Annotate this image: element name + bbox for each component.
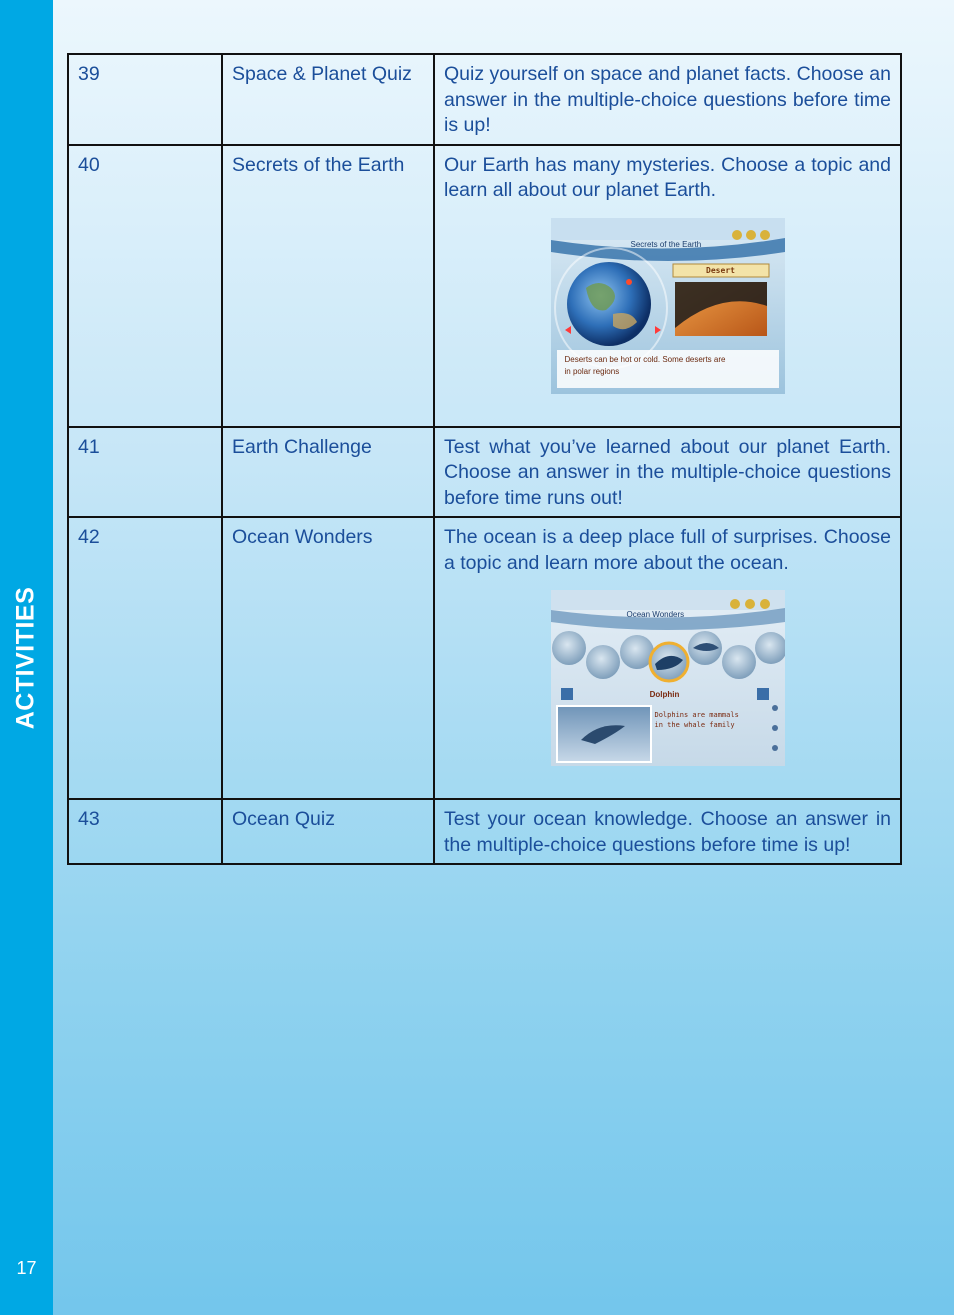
next-button-icon: [757, 688, 769, 700]
topic-bubble: [552, 631, 586, 665]
caption-line: Dolphins are mammals: [654, 711, 739, 719]
prev-button-icon: [561, 688, 573, 700]
home-icon: [732, 230, 742, 240]
caption-line: in the whale family: [654, 721, 735, 729]
screenshot-topic: Dolphin: [649, 690, 680, 699]
activity-description: [434, 517, 901, 799]
table-row: [68, 427, 901, 518]
activity-description: [434, 145, 901, 427]
table-row: [68, 54, 901, 145]
activity-number: 41: [68, 427, 222, 518]
activity-number: 42: [68, 517, 222, 799]
table-row: [68, 517, 901, 799]
description-text: Test your ocean knowledge. Choose an answer in the multiple-choice questions before time is up!: [444, 808, 891, 856]
screenshot-title: Secrets of the Earth: [630, 239, 702, 249]
description-text: Our Earth has many mysteries. Choose a topic and learn all about our planet Earth.: [444, 153, 891, 201]
activity-description: [434, 427, 901, 518]
secrets-of-the-earth-screenshot: [551, 218, 785, 394]
close-icon: [760, 230, 770, 240]
description-text: Quiz yourself on space and planet facts. Choose an answer in the multiple-choice questions before time is up!: [444, 63, 891, 136]
close-icon: [760, 599, 770, 609]
screenshot-caption: [565, 354, 726, 378]
activity-name: Earth Challenge: [222, 427, 434, 518]
activity-description: [434, 799, 901, 864]
home-icon: [730, 599, 740, 609]
screenshot-topic: Desert: [706, 265, 735, 275]
table-row: [68, 799, 901, 864]
activity-name: Space & Planet Quiz: [222, 54, 434, 145]
topic-bubble: [722, 645, 756, 679]
screenshot-caption: [655, 710, 739, 730]
activity-number: 43: [68, 799, 222, 864]
ocean-wonders-screenshot: [551, 590, 785, 766]
caption-line: in polar regions: [564, 366, 620, 376]
activity-name: Ocean Wonders: [222, 517, 434, 799]
sidebar: [0, 0, 53, 1315]
activity-name: Ocean Quiz: [222, 799, 434, 864]
description-text: Test what you’ve learned about our planet Earth. Choose an answer in the multiple-choice questions before time runs out!: [444, 435, 891, 509]
table-row: [68, 145, 901, 427]
description-text: The ocean is a deep place full of surprises. Choose a topic and learn more about the ocean.: [444, 526, 891, 574]
activity-number: 40: [68, 145, 222, 427]
activity-name: Secrets of the Earth: [222, 145, 434, 427]
activity-number: 39: [68, 54, 222, 145]
help-icon: [746, 230, 756, 240]
activity-description: [434, 54, 901, 145]
screenshot-title: Ocean Wonders: [626, 610, 685, 619]
section-label: ACTIVITIES: [11, 586, 40, 730]
page-number: 17: [16, 1258, 37, 1278]
caption-line: Deserts can be hot or cold. Some deserts are: [564, 354, 726, 364]
help-icon: [745, 599, 755, 609]
activities-table: [67, 53, 902, 865]
topic-bubble: [586, 645, 620, 679]
